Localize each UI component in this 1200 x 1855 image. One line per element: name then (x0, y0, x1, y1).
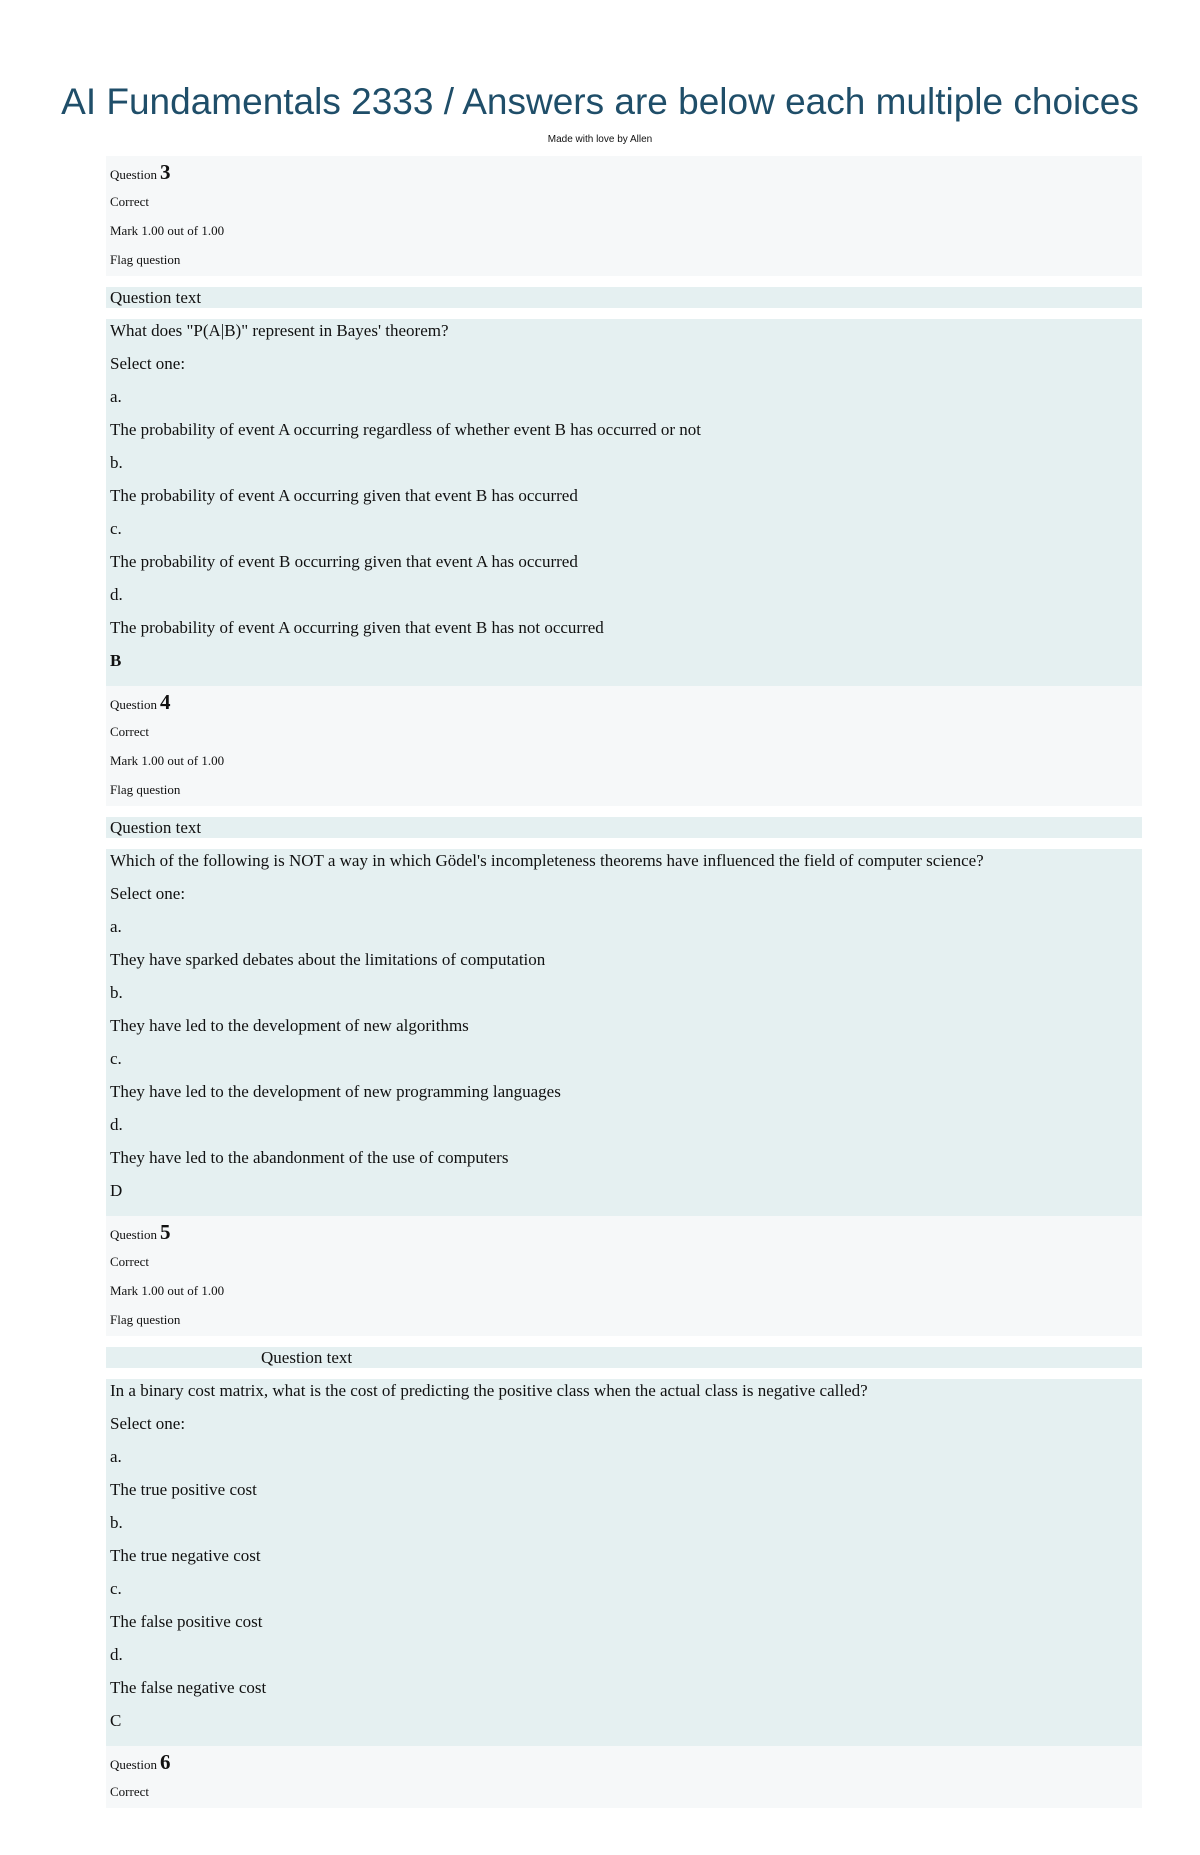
question-info-4 (106, 686, 1142, 806)
page-title: AI Fundamentals 2333 / Answers are below each multiple choices (61, 81, 1139, 122)
question-prompt: Which of the following is NOT a way in which Gödel's incompleteness theorems have influenced the field of computer science? (110, 851, 984, 870)
option-letter-a: a. (110, 387, 122, 406)
answer-key: D (110, 1181, 123, 1200)
option-text-b[interactable]: The true negative cost (110, 1546, 261, 1565)
option-letter-c: c. (110, 1579, 122, 1598)
question-info-6 (106, 1746, 1142, 1808)
option-letter-d: d. (110, 1645, 123, 1664)
question-body-4 (106, 849, 1142, 1216)
question-heading (110, 1748, 1138, 1777)
option-text-b[interactable]: The probability of event A occurring given that event B has occurred (110, 486, 578, 505)
select-one-label: Select one: (110, 884, 186, 903)
option-text-d[interactable]: The probability of event A occurring given that event B has not occurred (110, 618, 604, 637)
page-subtitle: Made with love by Allen (547, 134, 653, 145)
question-label: Question (110, 697, 157, 712)
flag-question-link[interactable]: Flag question (110, 1312, 181, 1327)
question-number: 6 (159, 1750, 171, 1774)
flag-question-link[interactable]: Flag question (110, 782, 181, 797)
question-status: Correct (110, 1254, 149, 1269)
option-letter-d: d. (110, 585, 123, 604)
question-status: Correct (110, 724, 149, 739)
option-text-d[interactable]: The false negative cost (110, 1678, 267, 1697)
question-prompt: What does "P(A|B)" represent in Bayes' theorem? (110, 321, 449, 340)
option-text-a[interactable]: They have sparked debates about the limitations of computation (110, 950, 546, 969)
option-text-a[interactable]: The probability of event A occurring regardless of whether event B has occurred or not (110, 420, 702, 439)
question-text-header: Question text (106, 817, 1142, 838)
question-prompt: In a binary cost matrix, what is the cost of predicting the positive class when the actual class is negative called? (110, 1381, 868, 1400)
question-number: 5 (159, 1220, 171, 1244)
option-letter-c: c. (110, 1049, 122, 1068)
question-text-header: Question text (106, 1347, 1142, 1368)
question-list (106, 156, 1142, 1808)
question-number: 3 (159, 160, 171, 184)
option-letter-c: c. (110, 519, 122, 538)
question-status: Correct (110, 1784, 149, 1799)
answer-key: C (110, 1711, 122, 1730)
option-text-c[interactable]: They have led to the development of new programming languages (110, 1082, 561, 1101)
question-label: Question (110, 167, 157, 182)
option-letter-a: a. (110, 1447, 122, 1466)
answer-key: B (110, 651, 122, 670)
question-label: Question (110, 1227, 157, 1242)
question-info-5 (106, 1216, 1142, 1336)
option-letter-b: b. (110, 983, 123, 1002)
option-letter-d: d. (110, 1115, 123, 1134)
option-text-c[interactable]: The probability of event B occurring given that event A has occurred (110, 552, 578, 571)
option-text-d[interactable]: They have led to the abandonment of the use of computers (110, 1148, 509, 1167)
question-heading (110, 158, 1138, 187)
select-one-label: Select one: (110, 354, 186, 373)
question-mark: Mark 1.00 out of 1.00 (110, 223, 225, 238)
question-mark: Mark 1.00 out of 1.00 (110, 1283, 225, 1298)
option-letter-b: b. (110, 453, 123, 472)
question-heading (110, 688, 1138, 717)
flag-question-link[interactable]: Flag question (110, 252, 181, 267)
option-letter-b: b. (110, 1513, 123, 1532)
option-text-c[interactable]: The false positive cost (110, 1612, 263, 1631)
question-status: Correct (110, 194, 149, 209)
option-text-a[interactable]: The true positive cost (110, 1480, 257, 1499)
question-body-5 (106, 1379, 1142, 1746)
question-heading (110, 1218, 1138, 1247)
question-label: Question (110, 1757, 157, 1772)
question-mark: Mark 1.00 out of 1.00 (110, 753, 225, 768)
question-text-header: Question text (106, 287, 1142, 308)
question-info-3 (106, 156, 1142, 276)
question-number: 4 (159, 690, 171, 714)
option-text-b[interactable]: They have led to the development of new algorithms (110, 1016, 469, 1035)
option-letter-a: a. (110, 917, 122, 936)
question-body-3 (106, 319, 1142, 686)
select-one-label: Select one: (110, 1414, 186, 1433)
